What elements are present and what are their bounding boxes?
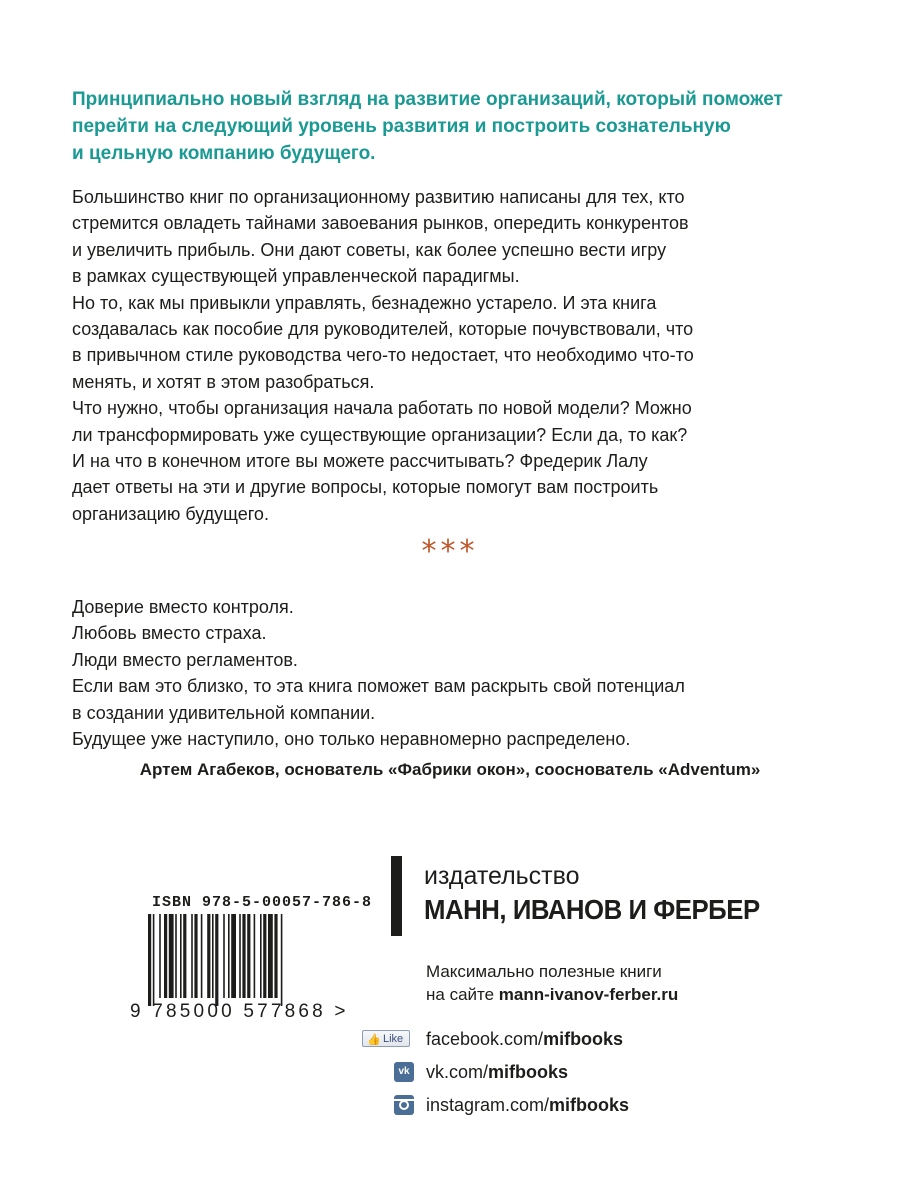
quote-block	[72, 594, 872, 752]
barcode-bar	[228, 914, 230, 998]
barcode-bar	[164, 914, 167, 998]
website-link[interactable]: mann-ivanov-ferber.ru	[498, 985, 679, 1004]
barcode-digits: 9 785000 577868 >	[130, 1001, 349, 1022]
like-label: Like	[383, 1033, 404, 1045]
quote-author: Артем Агабеков, основатель «Фабрики окон», сооснователь «Adventum»	[139, 760, 761, 779]
quote-line: Люди вместо регламентов.	[72, 649, 298, 670]
barcode-bar	[242, 914, 245, 998]
barcode-bar	[239, 914, 241, 998]
barcode-bar	[148, 914, 151, 1006]
publisher-slogan	[426, 960, 678, 1006]
description-line: стремится овладеть тайнами завоевания рынков, опередить конкурентов	[72, 213, 689, 234]
barcode-bar	[281, 914, 283, 1006]
barcode-bar	[223, 914, 225, 998]
slogan-line	[426, 983, 678, 1006]
quote-line: Будущее уже наступило, оно только неравномерно распределено.	[72, 729, 631, 750]
instagram-handle: mifbooks	[549, 1095, 630, 1115]
barcode-bar	[247, 914, 250, 998]
barcode-bar	[254, 914, 256, 998]
description-line: ли трансформировать уже существующие организации? Если да, то как?	[72, 424, 688, 445]
barcode-bar	[183, 914, 186, 998]
lead-line: и цельную компанию будущего.	[72, 143, 376, 164]
quote-line: Любовь вместо страха.	[72, 623, 267, 644]
vk-icon[interactable]: vk	[394, 1062, 414, 1082]
description-line: дает ответы на эти и другие вопросы, которые помогут вам построить	[72, 477, 659, 498]
barcode-bar	[231, 914, 236, 998]
quote-line: Доверие вместо контроля.	[72, 597, 294, 617]
lead-line: Принципиально новый взгляд на развитие организаций, который поможет	[72, 89, 783, 110]
barcode-bar	[274, 914, 277, 998]
quote-line: Если вам это близко, то эта книга поможет вам раскрыть свой потенциал	[72, 676, 685, 697]
instagram-icon[interactable]	[394, 1095, 414, 1115]
barcode-bar	[191, 914, 193, 998]
barcode-bar	[207, 914, 210, 998]
description-line: Что нужно, чтобы организация начала работать по новой модели? Можно	[72, 398, 692, 419]
barcode-bar	[169, 914, 174, 998]
barcode-bar	[201, 914, 203, 998]
vk-handle: mifbooks	[488, 1062, 569, 1082]
facebook-link[interactable]	[426, 1028, 623, 1050]
barcode-bar	[212, 914, 214, 998]
description-line: и увеличить прибыль. Они дают советы, как более успешно вести игру	[72, 239, 667, 260]
publisher-label: издательство	[424, 862, 580, 890]
description-line: менять, и хотят в этом разобраться.	[72, 371, 375, 392]
barcode-bar	[194, 914, 197, 998]
section-separator: ***	[421, 534, 479, 569]
facebook-like-icon[interactable]	[362, 1030, 410, 1047]
publisher-bracket-icon	[391, 856, 402, 936]
description-line: Большинство книг по организационному развитию написаны для тех, кто	[72, 187, 685, 207]
barcode-bar	[159, 914, 161, 998]
barcode-bar	[175, 914, 177, 998]
barcode-bar	[215, 914, 218, 1006]
isbn-number: ISBN 978-5-00057-786-8	[152, 894, 373, 911]
instagram-prefix: instagram.com/	[426, 1095, 550, 1115]
thumbs-up-icon: 👍	[367, 1034, 381, 1046]
slogan-line: Максимально полезные книги	[426, 962, 662, 981]
publisher-name: МАНН, ИВАНОВ И ФЕРБЕР	[424, 894, 760, 925]
description-line: в рамках существующей управленческой парадигмы.	[72, 266, 520, 287]
lead-line: перейти на следующий уровень развития и построить сознательную	[72, 116, 731, 137]
lead-paragraph	[72, 86, 872, 167]
facebook-prefix: facebook.com/	[426, 1029, 544, 1049]
description-line: в привычном стиле руководства чего-то недостает, что необходимо что-то	[72, 345, 694, 366]
barcode-bar	[180, 914, 182, 998]
description-paragraph	[72, 184, 872, 527]
slogan-prefix: на сайте	[426, 985, 499, 1004]
description-line: организацию будущего.	[72, 503, 269, 524]
description-line: И на что в конечном итоге вы можете рассчитывать? Фредерик Лалу	[72, 451, 648, 472]
barcode-bar	[268, 914, 273, 998]
description-line: Но то, как мы привыкли управлять, безнадежно устарело. И эта книга	[72, 292, 657, 313]
description-line: создавалась как пособие для руководителей, которые почувствовали, что	[72, 319, 694, 340]
vk-link[interactable]	[426, 1061, 568, 1083]
barcode-bar	[260, 914, 262, 998]
facebook-handle: mifbooks	[543, 1029, 624, 1049]
barcode-icon	[148, 914, 330, 1006]
instagram-link[interactable]	[426, 1094, 629, 1116]
quote-line: в создании удивительной компании.	[72, 702, 376, 723]
barcode-bar	[263, 914, 266, 998]
barcode-bar	[153, 914, 155, 1006]
vk-prefix: vk.com/	[426, 1062, 489, 1082]
